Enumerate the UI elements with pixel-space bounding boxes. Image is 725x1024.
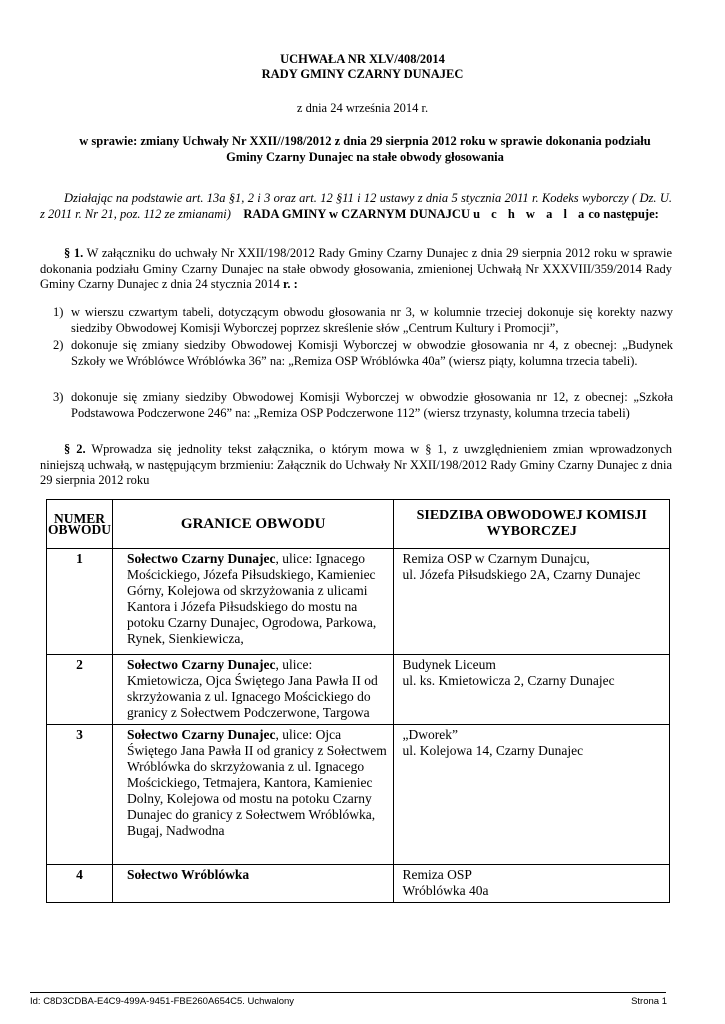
resolution-date: z dnia 24 września 2014 r. <box>296 101 429 115</box>
seat-address: ul. ks. Kmietowicza 2, Czarny Dunajec <box>402 673 615 688</box>
header-num-line-1: NUMER <box>53 511 105 526</box>
document-id: Id: C8D3CDBA-E4C9-499A-9451-FBE260A654C5. Uchwalony <box>30 996 295 1007</box>
seat-name: Remiza OSP w Czarnym Dunajcu, <box>402 551 590 566</box>
item-number: 1) <box>53 305 64 319</box>
section-1-text: W załączniku do uchwały Nr XXII/198/2012 Rady Gminy Czarny Dunajec z dnia 29 sierpnia 2012 roku w sprawie dokonania podziału Gminy Czarny Dunajec na stałe obwody głosowania, zmienionej Uchwałą Nr XXXVIII/359/2014 Rady Gminy Czarny Dunajec z dnia 24 stycznia 2014 <box>40 246 673 291</box>
table-row <box>47 725 670 865</box>
resolution-number: UCHWAŁA NR XLV/408/2014 <box>280 52 445 66</box>
district-number: 2 <box>47 655 113 725</box>
item-text: dokonuje się zmiany siedziby Obwodowej Komisji Wyborczej w obwodzie głosowania nr 12, z obecnej: „Szkoła Podstawowa Podczerwone 246” na: „Remiza OSP Podczerwone 112” (wiersz trzynasty, kolumna trzecia tabeli) <box>71 390 673 420</box>
item-number: 2) <box>53 338 64 352</box>
subject-line-2: Gminy Czarny Dunajec na stałe obwody głosowania <box>226 149 504 164</box>
item-text: dokonuje się zmiany siedziby Obwodowej Komisji Wyborczej w obwodzie głosowania nr 4, z obecnej: „Budynek Szkoły we Wróblówce Wróblówka 36” na: „Remiza OSP Wróblówka 40a” (wiersz piąty, kolumna trzecia tabeli). <box>71 338 673 368</box>
district-number: 3 <box>47 725 113 865</box>
subject-line-1: w sprawie: zmiany Uchwały Nr XXII//198/2012 z dnia 29 sierpnia 2012 roku w sprawie dokonania podziału <box>79 134 651 148</box>
amendment-item <box>53 338 673 369</box>
voting-districts-table <box>46 499 670 903</box>
district-sołectwo: Sołectwo Czarny Dunajec <box>126 657 276 672</box>
table-row <box>47 549 670 655</box>
seat-address: ul. Józefa Piłsudskiego 2A, Czarny Dunajec <box>402 567 641 582</box>
intro-paragraph <box>40 191 672 222</box>
header-district-bounds: GRANICE OBWODU <box>112 500 393 549</box>
header-seat-line-1: SIEDZIBA OBWODOWEJ KOMISJI <box>416 508 647 523</box>
district-streets: , ulice: Ignacego Mościckiego, Józefa Piłsudskiego, Kamieniec Górny, Kolejowa od skrzyżowania z ulicami Kantora i Józefa Piłsudskiego do mostu na potoku Czarny Dunajec, Ogrodowa, Parkowa, Rynek, Sienkiewicza, <box>126 551 377 646</box>
page-number: Strona 1 <box>631 996 667 1007</box>
amendment-item <box>53 390 673 421</box>
footer-divider <box>30 992 666 993</box>
district-streets: , ulice: Ojca Świętego Jana Pawła II od granicy z Sołectwem Wróblówka do skrzyżowania z ul. Ignacego Mościckiego, Tetmajera, Kantora, Kamieniec Dolny, Kolejowa od mostu na potoku Czarny Dunajec do granicy z Sołectwem Wróblówka, Bugaj, Nadwodna <box>126 727 387 838</box>
resolution-subject <box>30 134 700 165</box>
legal-basis: Działając na podstawie art. 13a §1, 2 i 3 oraz art. 12 §11 i 12 ustawy z dnia 5 stycznia 2011 r. Kodeks wyborczy ( Dz. U. z 2011 r. Nr 21, poz. 112 ze zmianami) <box>40 191 672 221</box>
district-bounds <box>112 655 393 725</box>
district-number: 1 <box>47 549 113 655</box>
table-row <box>47 865 670 903</box>
table-header-row <box>47 500 670 549</box>
seat-address: Wróblówka 40a <box>402 883 489 898</box>
district-bounds <box>112 549 393 655</box>
item-text: w wierszu czwartym tabeli, dotyczącym obwodu głosowania nr 3, w kolumnie trzeciej dokonuje się korekty nazwy siedziby Obwodowej Komisji Wyborczej poprzez skreślenie słów „Centrum Kultury i Promocji”, <box>71 305 673 335</box>
follows-word: następuje: <box>603 206 659 221</box>
commission-seat <box>394 725 670 865</box>
co-word: co <box>588 206 601 221</box>
section-1-end: r. : <box>283 277 298 291</box>
header-seat-line-2: WYBORCZEJ <box>486 524 577 539</box>
amendment-item <box>53 305 673 336</box>
section-1-label: § 1. <box>64 246 84 260</box>
header-district-number <box>47 500 113 549</box>
district-streets: , ulice: Kmietowicza, Ojca Świętego Jana Pawła II od skrzyżowania z ul. Ignacego Mościckiego do granicy z Sołectwem Podczerwone, Targowa <box>126 657 378 720</box>
district-sołectwo: Sołectwo Czarny Dunajec <box>126 551 276 566</box>
section-1-paragraph <box>40 246 672 293</box>
council-decides: RADA GMINY w CZARNYM DUNAJCU <box>243 206 470 221</box>
commission-seat <box>394 655 670 725</box>
seat-name: Remiza OSP <box>402 867 472 882</box>
section-2-text: Wprowadza się jednolity tekst załącznika, o którym mowa w § 1, z uwzględnieniem zmian wprowadzonych niniejszą uchwałą, w następującym brzmieniu: Załącznik do Uchwały Nr XXII/198/2012 Rady Gminy Czarny Dunajec z dnia 29 sierpnia 2012 roku <box>40 442 673 487</box>
district-sołectwo: Sołectwo Czarny Dunajec <box>126 727 276 742</box>
seat-name: „Dworek” <box>402 727 458 742</box>
section-2-label: § 2. <box>64 442 86 456</box>
section-2-paragraph <box>40 442 672 489</box>
commission-seat <box>394 549 670 655</box>
district-number: 4 <box>47 865 113 903</box>
header-num-line-2: OBWODU <box>47 522 111 537</box>
resolves-word: u c h w a l a <box>473 206 589 221</box>
seat-name: Budynek Liceum <box>402 657 496 672</box>
council-name: RADY GMINY CZARNY DUNAJEC <box>261 67 464 81</box>
item-number: 3) <box>53 390 64 404</box>
header-commission-seat <box>394 500 670 549</box>
commission-seat <box>394 865 670 903</box>
district-sołectwo: Sołectwo Wróblówka <box>126 867 250 882</box>
table-row <box>47 655 670 725</box>
district-bounds <box>112 725 393 865</box>
district-bounds <box>112 865 393 903</box>
seat-address: ul. Kolejowa 14, Czarny Dunajec <box>402 743 584 758</box>
